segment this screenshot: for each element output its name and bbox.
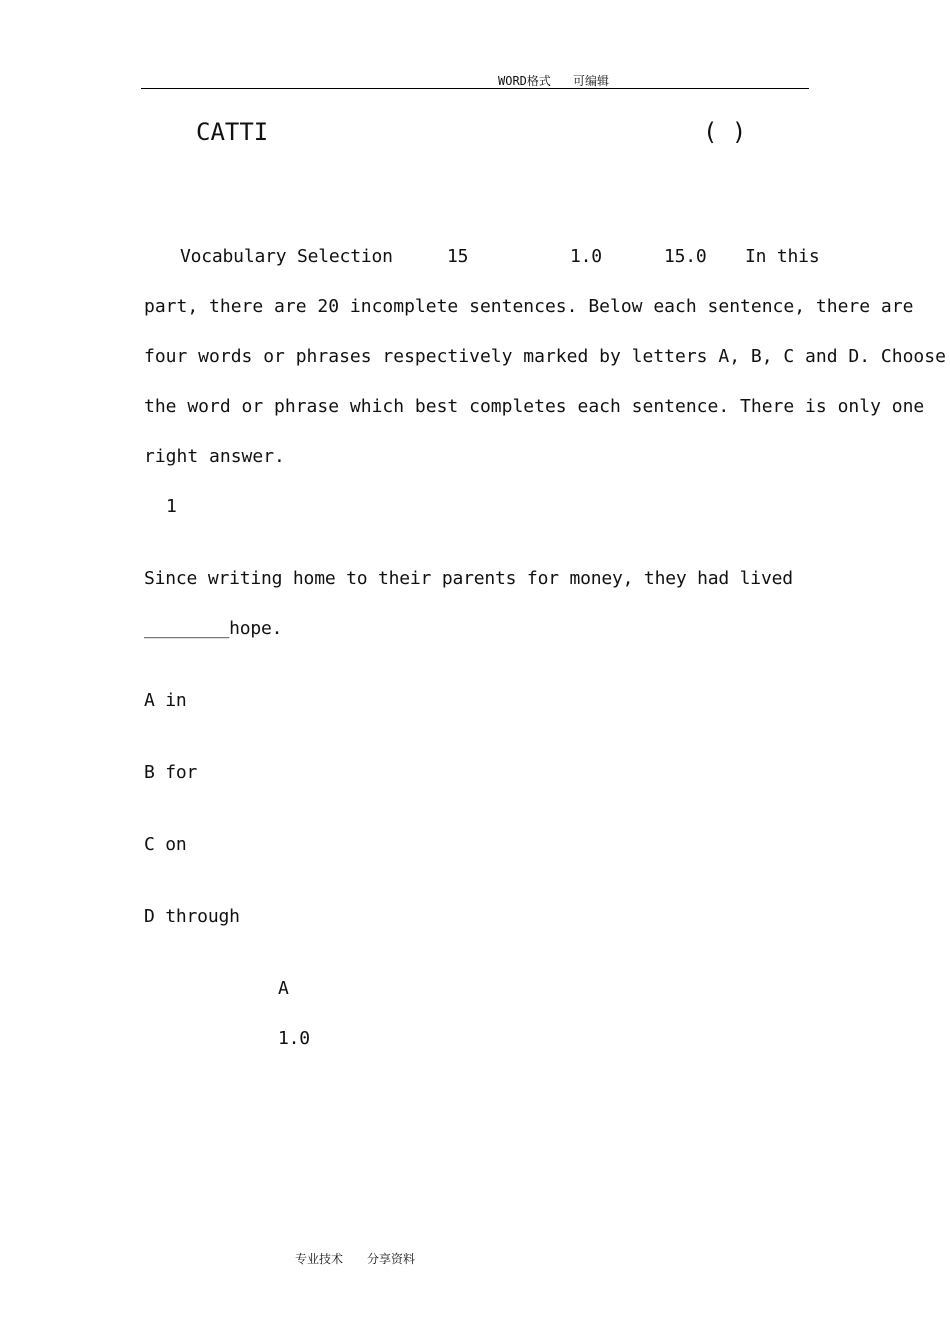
option-d: D through — [144, 906, 240, 927]
option-b: B for — [144, 762, 198, 783]
question-number: 1 — [166, 496, 177, 517]
header-right-label: 可编辑 — [573, 74, 610, 88]
intro-line: part, there are 20 incomplete sentences. Below each sentence, there are — [144, 296, 914, 317]
intro-line-first: In this — [745, 246, 820, 267]
option-a: A in — [144, 690, 187, 711]
footer-right-label: 分享资料 — [367, 1252, 416, 1266]
header-left-label: WORD格式 — [498, 74, 551, 88]
question-count: 15 — [447, 246, 469, 267]
option-c: C on — [144, 834, 187, 855]
intro-line: four words or phrases respectively marked by letters A, B, C and D. Choose — [144, 346, 946, 367]
title-brackets: ( ) — [703, 118, 747, 146]
question-stem: Since writing home to their parents for money, they had lived — [144, 568, 793, 589]
answer-value: A — [278, 978, 289, 999]
header-rule — [141, 88, 809, 89]
score-value: 1.0 — [278, 1028, 310, 1049]
intro-line: the word or phrase which best completes each sentence. There is only one — [144, 396, 925, 417]
page-title: CATTI — [196, 118, 269, 146]
question-stem-blank: ________hope. — [144, 618, 283, 639]
section-name: Vocabulary Selection — [180, 246, 393, 267]
points-total: 15.0 — [664, 246, 707, 267]
footer-left-label: 专业技术 — [295, 1252, 344, 1266]
points-each: 1.0 — [570, 246, 602, 267]
intro-line: right answer. — [144, 446, 285, 467]
